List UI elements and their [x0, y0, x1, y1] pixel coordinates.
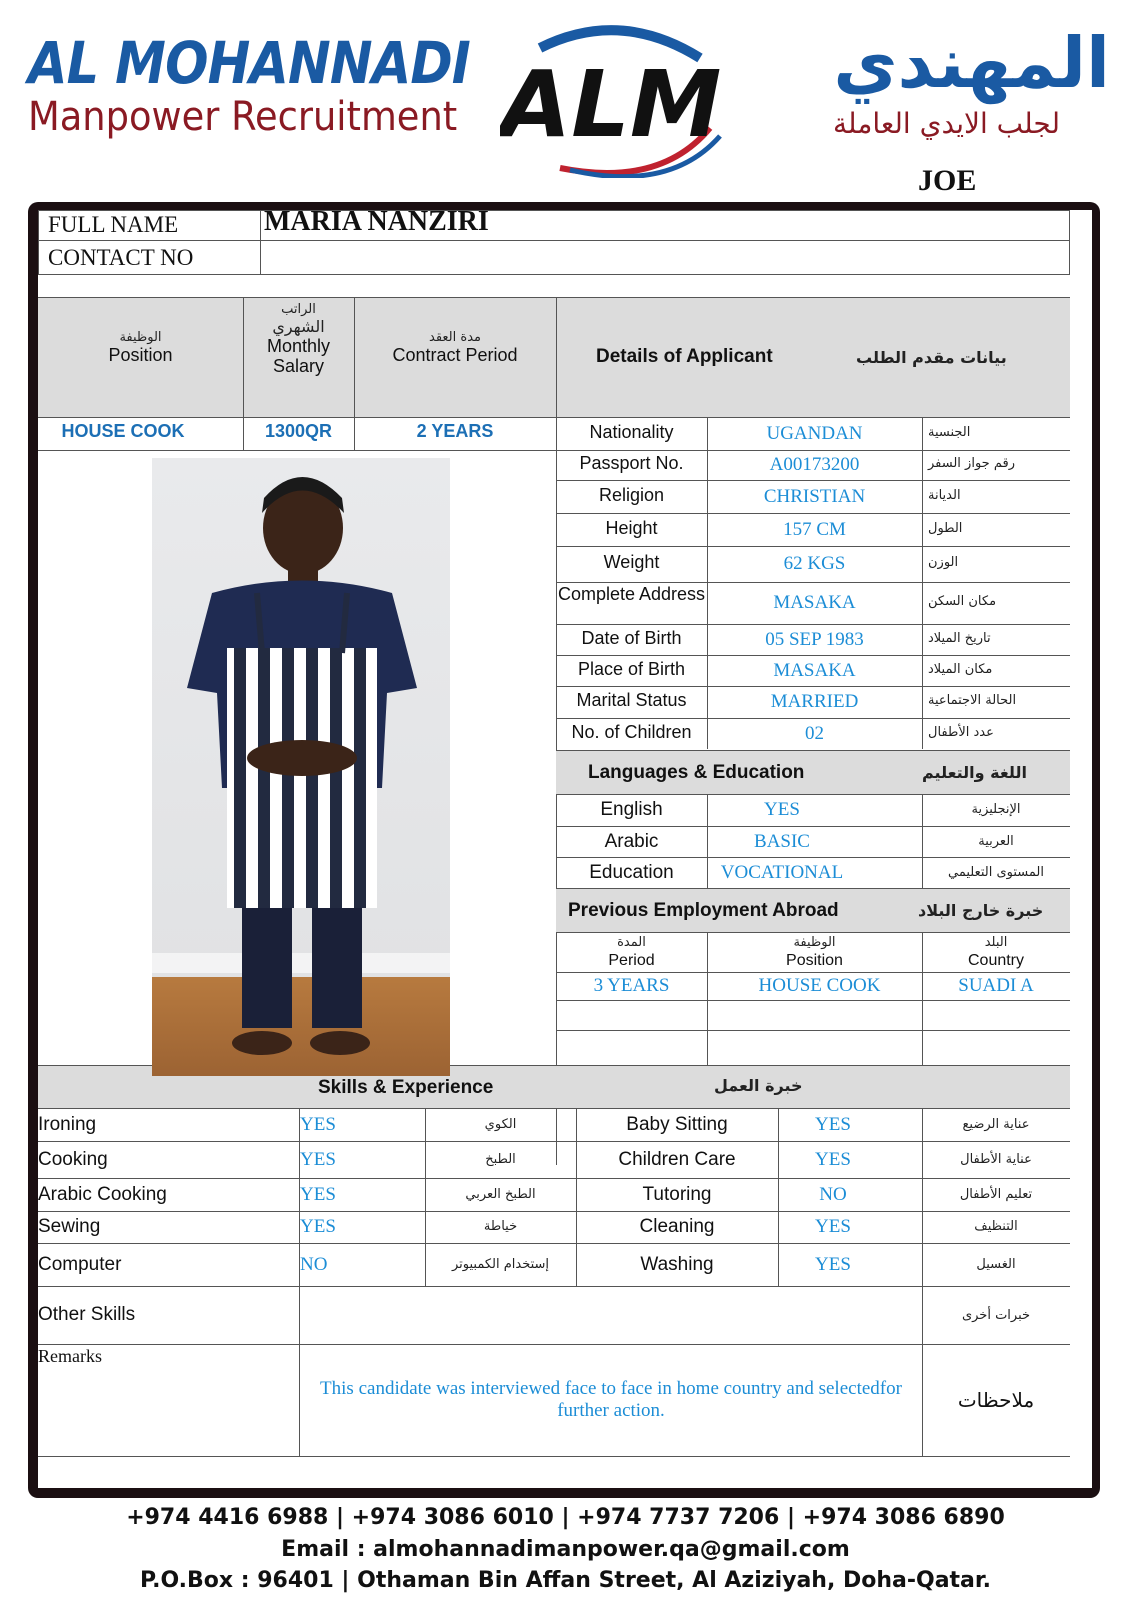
- footer-address: P.O.Box : 96401 | Othaman Bin Affan Street, Al Aziziyah, Doha-Qatar.: [140, 1568, 991, 1593]
- skill-value: YES: [300, 1113, 336, 1135]
- detail-arabic: رقم جواز السفر: [928, 456, 1015, 471]
- skill-label: Arabic Cooking: [38, 1183, 167, 1205]
- skill-label: Cleaning: [639, 1216, 715, 1237]
- skill-arabic: عناية الرضيع: [962, 1116, 1030, 1132]
- skill-label: Ironing: [38, 1113, 97, 1135]
- language-value: BASIC: [754, 831, 810, 852]
- language-arabic: الإنجليزية: [971, 802, 1021, 817]
- detail-value: 62 KGS: [783, 553, 846, 574]
- skill-arabic: الكوي: [484, 1116, 517, 1132]
- skill-value: YES: [300, 1216, 336, 1237]
- remarks-label: Remarks: [38, 1346, 102, 1366]
- detail-label: Marital Status: [576, 690, 687, 710]
- logo-mark-text: ALM: [500, 51, 722, 158]
- detail-arabic: تاريخ الميلاد: [928, 630, 991, 646]
- detail-label: Passport No.: [579, 453, 684, 473]
- details-title-arabic: بيانات مقدم الطلب: [856, 348, 1007, 367]
- alm-logo-mark: [500, 18, 740, 178]
- detail-value: MASAKA: [773, 592, 856, 613]
- detail-label: Complete Address: [557, 584, 706, 604]
- company-name-arabic: المهندي: [833, 22, 1110, 104]
- company-tagline-arabic: لجلب الايدي العاملة: [833, 107, 1060, 140]
- applicant-photo: [152, 458, 450, 1076]
- position-value: HOUSE COOK: [61, 421, 185, 441]
- row-divider: [556, 655, 1070, 656]
- footer-phones: +974 4416 6988 | +974 3086 6010 | +974 7737 7206 | +974 3086 6890: [126, 1505, 1005, 1530]
- skill-value: YES: [300, 1183, 336, 1205]
- skill-value: YES: [300, 1148, 336, 1170]
- detail-label: Height: [605, 517, 658, 538]
- detail-value: A00173200: [769, 454, 860, 475]
- salary-header: الراتب الشهري Monthly Salary: [266, 302, 331, 376]
- emp-position-value: HOUSE COOK: [758, 975, 881, 996]
- contract-header: مدة العقد Contract Period: [392, 330, 518, 365]
- skill-value: YES: [815, 1113, 851, 1135]
- detail-arabic: عدد الأطفال: [928, 725, 994, 740]
- detail-value: 02: [805, 723, 824, 744]
- other-skills-label: Other Skills: [38, 1304, 136, 1325]
- details-title: Details of Applicant: [596, 346, 773, 367]
- skill-value: NO: [819, 1183, 847, 1205]
- full-name-label: FULL NAME: [48, 212, 179, 237]
- detail-arabic: الجنسية: [928, 424, 971, 440]
- detail-value: 157 CM: [783, 518, 846, 540]
- detail-arabic: الديانة: [928, 487, 961, 503]
- row-divider: [556, 450, 1070, 451]
- skill-label: Computer: [38, 1253, 122, 1275]
- language-label: Arabic: [604, 831, 659, 852]
- remarks-text: This candidate was interviewed face to face in home country and selectedfor further action.: [320, 1378, 902, 1421]
- detail-label: Place of Birth: [577, 658, 686, 679]
- languages-title: Languages & Education: [588, 762, 805, 783]
- emp-country-header: البلد Country: [967, 935, 1025, 969]
- other-skills-arabic: خبرات أخرى: [961, 1308, 1031, 1323]
- row-divider: [38, 1243, 1070, 1244]
- languages-title-arabic: اللغة والتعليم: [922, 763, 1027, 782]
- detail-arabic: الوزن: [928, 555, 959, 570]
- row-divider: [556, 582, 1070, 583]
- skill-arabic: الطبخ: [485, 1151, 516, 1167]
- skill-label: Sewing: [38, 1216, 101, 1237]
- skill-arabic: التنظيف: [974, 1219, 1018, 1234]
- skill-label: Washing: [640, 1253, 714, 1275]
- skills-title: Skills & Experience: [318, 1077, 494, 1098]
- row-divider: [556, 546, 1070, 547]
- language-arabic: المستوى التعليمي: [948, 865, 1044, 880]
- skill-label: Tutoring: [642, 1183, 712, 1205]
- language-label: Education: [589, 862, 674, 883]
- detail-arabic: مكان السكن: [928, 594, 997, 609]
- detail-value: CHRISTIAN: [763, 485, 866, 507]
- skill-label: Cooking: [38, 1148, 108, 1170]
- row-divider: [38, 1211, 1070, 1212]
- emp-country-value: SUADI A: [958, 975, 1034, 996]
- detail-value: MASAKA: [773, 659, 856, 681]
- contact-label: CONTACT NO: [48, 245, 194, 270]
- emp-position-header: الوظيفة Position: [786, 935, 843, 969]
- contract-value: 2 YEARS: [416, 421, 494, 441]
- company-logo-arabic: [740, 20, 1110, 142]
- skill-value: YES: [815, 1253, 851, 1275]
- detail-value: 05 SEP 1983: [765, 628, 864, 650]
- row-divider: [556, 513, 1070, 514]
- language-arabic: العربية: [978, 834, 1014, 849]
- skill-arabic: تعليم الأطفال: [959, 1186, 1033, 1202]
- language-value: YES: [764, 799, 800, 820]
- detail-arabic: الحالة الاجتماعية: [928, 693, 1017, 708]
- full-name-value: MARIA NANZIRI: [264, 206, 489, 237]
- row-divider: [556, 480, 1070, 481]
- detail-label: Religion: [598, 484, 665, 505]
- language-value: VOCATIONAL: [720, 862, 844, 883]
- detail-label: No. of Children: [571, 722, 692, 742]
- detail-arabic: مكان الميلاد: [928, 661, 993, 677]
- skill-arabic: إستخدام الكمبيوتر: [451, 1256, 550, 1272]
- row-divider: [38, 1178, 1070, 1179]
- row-divider: [556, 857, 1070, 858]
- company-name: AL MOHANNADI: [28, 29, 470, 97]
- position-header: الوظيفة Position: [108, 330, 173, 365]
- detail-value: MARRIED: [770, 691, 859, 712]
- salary-value: 1300QR: [264, 421, 333, 441]
- skill-value: YES: [815, 1148, 851, 1170]
- detail-label: Date of Birth: [581, 627, 682, 648]
- detail-arabic: الطول: [928, 520, 963, 536]
- company-tagline: Manpower Recruitment: [28, 94, 458, 140]
- skill-value: NO: [300, 1253, 328, 1275]
- skills-title-arabic: خبرة العمل: [714, 1076, 803, 1095]
- row-divider: [556, 826, 1070, 827]
- employment-title-arabic: خبرة خارج البلاد: [918, 901, 1044, 920]
- row-divider: [556, 686, 1070, 687]
- remarks-arabic: ملاحظات: [957, 1388, 1035, 1412]
- emp-period-header: المدة Period: [608, 935, 655, 969]
- skill-label: Baby Sitting: [626, 1113, 728, 1135]
- detail-value: UGANDAN: [766, 422, 863, 444]
- row-divider: [38, 1141, 1070, 1142]
- row-divider: [556, 718, 1070, 719]
- company-logo-english: [28, 29, 508, 140]
- skill-arabic: الطبخ العربي: [465, 1186, 536, 1202]
- employment-title: Previous Employment Abroad: [568, 900, 839, 921]
- skill-arabic: الغسيل: [976, 1256, 1016, 1272]
- agent-code: JOE: [918, 164, 977, 197]
- row-divider: [556, 624, 1070, 625]
- language-label: English: [600, 799, 663, 820]
- detail-label: Weight: [603, 552, 660, 572]
- detail-label: Nationality: [589, 421, 674, 442]
- emp-period-value: 3 YEARS: [593, 975, 670, 996]
- footer-email: Email : almohannadimanpower.qa@gmail.com: [281, 1537, 850, 1562]
- skill-label: Children Care: [618, 1148, 736, 1170]
- skill-value: YES: [815, 1216, 851, 1237]
- skill-arabic: خياطة: [483, 1219, 518, 1234]
- skill-arabic: عناية الأطفال: [960, 1151, 1032, 1167]
